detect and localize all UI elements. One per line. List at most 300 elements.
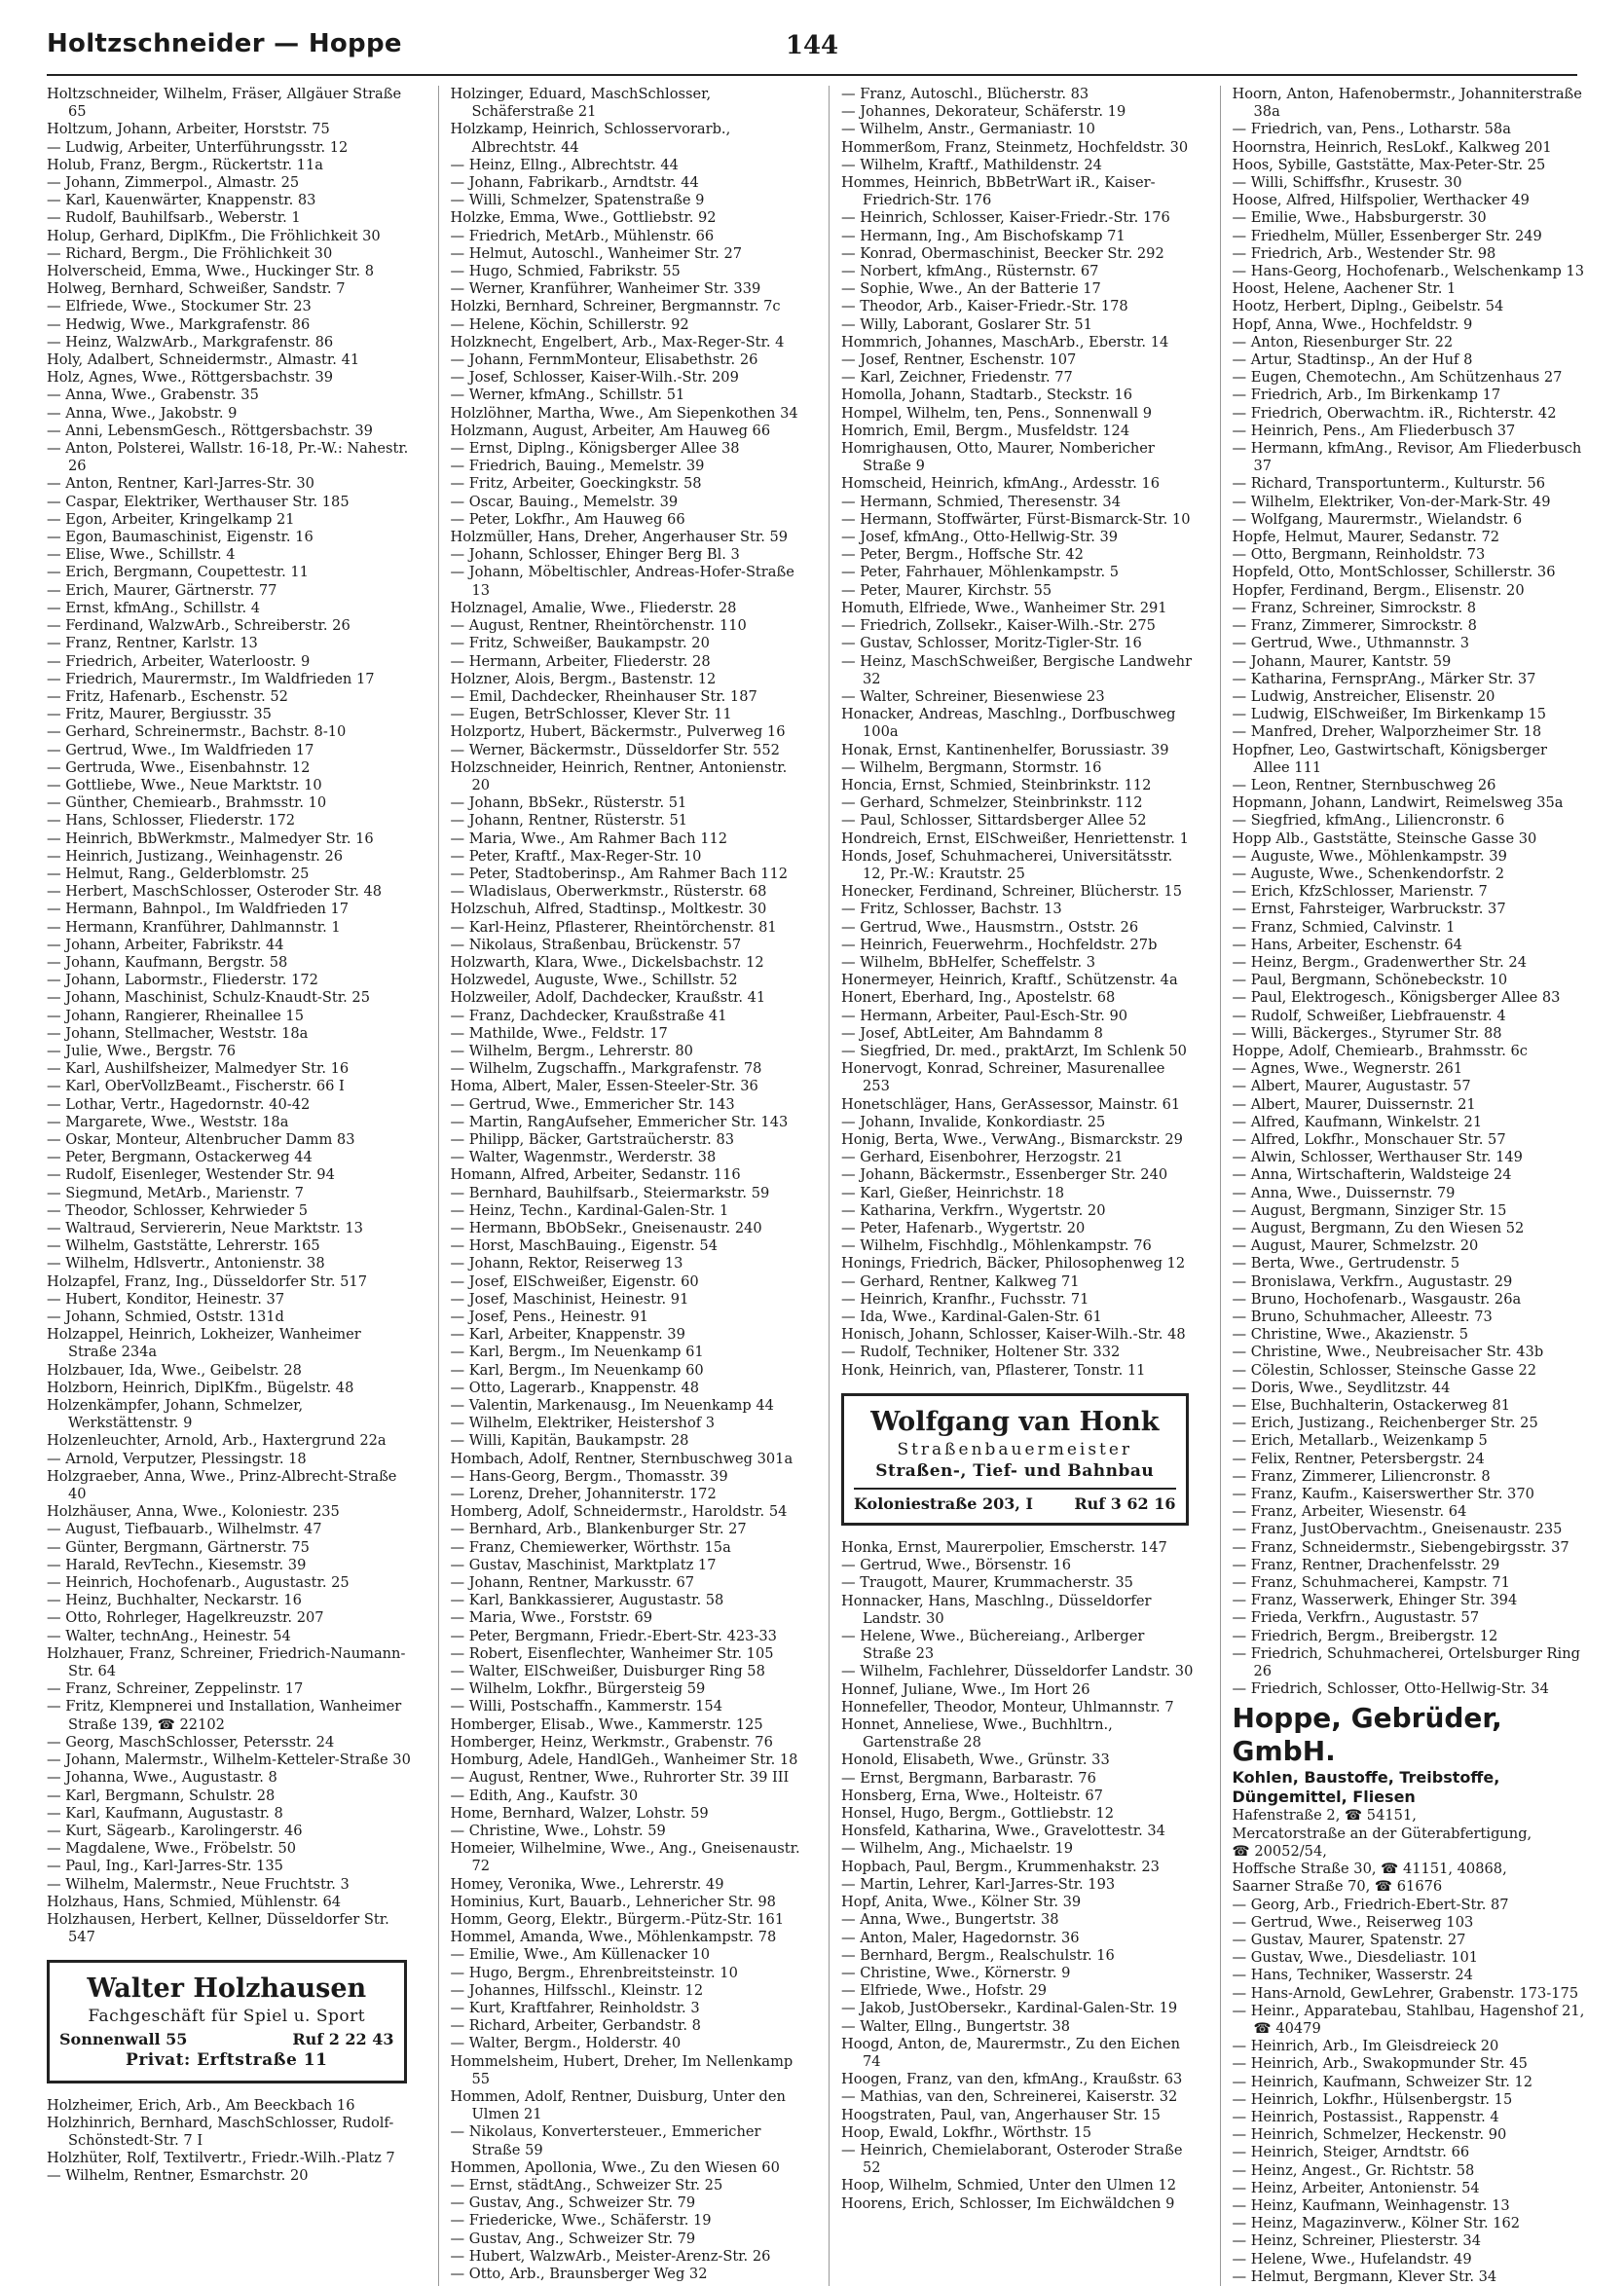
directory-entry: Honings, Friedrich, Bäcker, Philosophenweg 12 — [841, 1255, 1186, 1272]
directory-entry: — Werner, Kranführer, Wanheimer Str. 339 — [450, 280, 761, 298]
directory-entry: — Siegfried, Dr. med., praktArzt, Im Schlenk 50 — [841, 1042, 1187, 1059]
ad-private: Privat: Erftstraße 11 — [126, 2049, 328, 2070]
directory-entry: Mercatorstraße an der Güterabfertigung, — [1232, 1825, 1532, 1842]
directory-entry: Holzschuh, Alfred, Stadtinsp., Moltkestr. 30 — [450, 901, 767, 918]
directory-entry: — Friedericke, Wwe., Schäferstr. 19 — [450, 2212, 712, 2230]
directory-entry: Home, Bernhard, Walzer, Lohstr. 59 — [450, 1804, 709, 1822]
directory-entry: — Walter, technAng., Heinestr. 54 — [47, 1627, 291, 1644]
directory-entry: — Friedrich, Schuhmacherei, Ortelsburger Ring 26 — [1232, 1644, 1580, 1680]
directory-entry: Honk, Heinrich, van, Pflasterer, Tonstr. 11 — [841, 1361, 1146, 1379]
directory-entry: — Hans, Schlosser, Fliederstr. 172 — [47, 812, 296, 830]
directory-entry: — Peter, Stadtoberinsp., Am Rahmer Bach 112 — [450, 865, 789, 882]
directory-entry: Hopbach, Paul, Bergm., Krummenhakstr. 23 — [841, 1858, 1160, 1875]
directory-entry: Hommelsheim, Hubert, Dreher, Im Nellenkamp 55 — [450, 2052, 794, 2087]
running-head: Holtzschneider — Hoppe — [47, 29, 402, 58]
directory-entry: — Wolfgang, Maurermstr., Wielandstr. 6 — [1232, 510, 1523, 528]
directory-entry: — Berta, Wwe., Gertrudenstr. 5 — [1232, 1255, 1460, 1272]
directory-entry: Hommen, Apollonia, Wwe., Zu den Wiesen 60 — [450, 2158, 780, 2176]
directory-entry: — Elfriede, Wwe., Stockumer Str. 23 — [47, 298, 312, 315]
directory-entry: — Gustav, Wwe., Diesdeliastr. 101 — [1232, 1949, 1479, 1967]
directory-entry: Homa, Albert, Maler, Essen-Steeler-Str. 36 — [450, 1078, 758, 1095]
directory-entry: — Egon, Arbeiter, Kringelkamp 21 — [47, 510, 295, 528]
directory-entry: — Fritz, Schweißer, Baukampstr. 20 — [450, 635, 710, 652]
directory-entry: — Helmut, Rang., Gelderblomstr. 25 — [47, 865, 310, 882]
directory-entry: — Mathilde, Wwe., Feldstr. 17 — [450, 1024, 668, 1042]
directory-entry: — Heinrich, BbWerkmstr., Malmedyer Str. 16 — [47, 830, 374, 847]
directory-entry: — Josef, AbtLeiter, Am Bahndamm 8 — [841, 1024, 1103, 1042]
directory-entry: — Heinrich, Steiger, Arndtstr. 66 — [1232, 2144, 1470, 2161]
directory-entry: — Franz, Autoschl., Blücherstr. 83 — [841, 86, 1089, 102]
directory-entry: Holzhüter, Rolf, Textilvertr., Friedr.-Wilh.-Platz 7 — [47, 2150, 395, 2167]
directory-entry: Holzhinrich, Bernhard, MaschSchlosser, Rudolf-Schönstedt-Str. 7 I — [47, 2114, 394, 2149]
directory-entry: — Günther, Chemiearb., Brahmsstr. 10 — [47, 794, 327, 812]
directory-entry: — Franz, Kaufm., Kaiserswerther Str. 370 — [1232, 1486, 1534, 1503]
directory-entry: — Hermann, kfmAng., Revisor, Am Fliederbusch 37 — [1232, 440, 1582, 475]
directory-entry: — Christine, Wwe., Neubreisacher Str. 43b — [1232, 1344, 1544, 1361]
directory-entry: — Oscar, Bauing., Memelstr. 39 — [450, 493, 679, 510]
directory-entry: — Fritz, Arbeiter, Goeckingkstr. 58 — [450, 475, 702, 493]
directory-entry: — Wilhelm, Malermstr., Neue Fruchtstr. 3 — [47, 1875, 350, 1893]
directory-entry: — Gerhard, Eisenbohrer, Herzogstr. 21 — [841, 1149, 1124, 1166]
directory-entry: Hopmann, Johann, Landwirt, Reimelsweg 35a — [1232, 794, 1564, 812]
directory-entry: Honnef, Juliane, Wwe., Im Hort 26 — [841, 1680, 1090, 1698]
directory-entry: — Traugott, Maurer, Krummacherstr. 35 — [841, 1574, 1133, 1592]
directory-entry: — Theodor, Arb., Kaiser-Friedr.-Str. 178 — [841, 298, 1128, 315]
directory-entry: Holzhäuser, Anna, Wwe., Koloniestr. 235 — [47, 1503, 340, 1521]
directory-entry: — Wilhelm, BbHelfer, Scheffelstr. 3 — [841, 953, 1096, 971]
directory-entry: — Erich, KfzSchlosser, Marienstr. 7 — [1232, 883, 1488, 901]
directory-entry: — Hermann, Bahnpol., Im Waldfrieden 17 — [47, 901, 350, 918]
ad-subtitle: Fachgeschäft für Spiel u. Sport — [88, 2007, 366, 2027]
directory-entry: Honig, Berta, Wwe., VerwAng., Bismarckstr. 29 — [841, 1130, 1183, 1148]
directory-entry: Holzinger, Eduard, MaschSchlosser, Schäferstraße 21 — [450, 86, 712, 121]
directory-entry: — Georg, MaschSchlosser, Petersstr. 24 — [47, 1733, 335, 1751]
directory-entry: — Albert, Maurer, Augustastr. 57 — [1232, 1078, 1471, 1095]
directory-entry: — Martin, RangAufseher, Emmericher Str. 143 — [450, 1113, 789, 1130]
directory-entry: — Arnold, Verputzer, Plessingstr. 18 — [47, 1450, 307, 1467]
directory-entry: Homberger, Heinz, Werkmstr., Grabenstr. 76 — [450, 1733, 773, 1751]
directory-entry: — Friedrich, Maurermstr., Im Waldfrieden 17 — [47, 670, 375, 687]
directory-entry: — Josef, Maschinist, Heinestr. 91 — [450, 1290, 689, 1308]
directory-entry: — Helmut, Bergmann, Klever Str. 34 — [1232, 2268, 1497, 2285]
directory-entry: — Hermann, Arbeiter, Paul-Esch-Str. 90 — [841, 1007, 1128, 1024]
directory-entry: — Franz, JustObervachtm., Gneisenaustr. 235 — [1232, 1521, 1563, 1538]
firm-hoppe-gebrueder — [1233, 1702, 1586, 1896]
directory-entry: — Gertrud, Wwe., Reiserweg 103 — [1232, 1913, 1474, 1931]
directory-entry: — Magdalene, Wwe., Fröbelstr. 50 — [47, 1840, 297, 1858]
directory-entry: — Otto, Arb., Braunsberger Weg 32 — [450, 2265, 708, 2282]
directory-entry: — Wilhelm, Gaststätte, Lehrerstr. 165 — [47, 1237, 320, 1255]
entries-col2 — [451, 86, 804, 2283]
directory-entry: — Otto, Rohrleger, Hagelkreuzstr. 207 — [47, 1609, 324, 1627]
directory-entry: — Walter, Ellng., Bungertstr. 38 — [841, 2017, 1071, 2035]
directory-entry: — Wilhelm, Fachlehrer, Düsseldorfer Landstr. 30 — [841, 1663, 1194, 1680]
directory-entry: — Heinrich, Lokfhr., Hülsenbergstr. 15 — [1232, 2090, 1513, 2108]
directory-entry: — Johann, Möbeltischler, Andreas-Hofer-Straße 13 — [450, 564, 794, 599]
directory-entry: — Paul, Ing., Karl-Jarres-Str. 135 — [47, 1858, 283, 1875]
directory-entry: — Gustav, Schlosser, Moritz-Tigler-Str. 16 — [841, 635, 1142, 652]
directory-entry: — Jakob, JustObersekr., Kardinal-Galen-Str. 19 — [841, 2000, 1178, 2017]
directory-entry: Hommrich, Johannes, MaschArb., Eberstr. 14 — [841, 333, 1169, 350]
directory-entry: Honnacker, Hans, Maschlng., Düsseldorfer Landstr. 30 — [841, 1592, 1152, 1627]
directory-entry: — Wilhelm, Bergm., Lehrerstr. 80 — [450, 1042, 693, 1059]
directory-entry: Homrighausen, Otto, Maurer, Nombericher Straße 9 — [841, 440, 1155, 475]
directory-entry: — August, Tiefbauarb., Wilhelmstr. 47 — [47, 1521, 322, 1538]
directory-entry: — Karl, Aushilfsheizer, Malmedyer Str. 16 — [47, 1060, 350, 1078]
directory-entry: — Helmut, Autoschl., Wanheimer Str. 27 — [450, 244, 743, 262]
directory-entry: — Helene, Wwe., Büchereiang., Arlberger Straße 23 — [841, 1628, 1145, 1663]
directory-entry: — Walter, Wagenmstr., Werderstr. 38 — [450, 1149, 717, 1166]
firm-subtitle-2: Düngemittel, Fliesen — [1232, 1788, 1416, 1807]
directory-entry: Holzkamp, Heinrich, Schlosservorarb., Albrechtstr. 44 — [450, 121, 731, 156]
directory-entry: — Gertrud, Wwe., Hausmstrn., Oststr. 26 — [841, 918, 1139, 936]
directory-entry: — Hans, Arbeiter, Eschenstr. 64 — [1232, 936, 1462, 953]
directory-entry: — Willi, Schiffsfhr., Krusestr. 30 — [1232, 174, 1462, 192]
directory-entry: — Anna, Wirtschafterin, Waldsteige 24 — [1232, 1166, 1512, 1184]
directory-entry: — Heinrich, Hochofenarb., Augustastr. 25 — [47, 1574, 350, 1592]
directory-entry: — Ferdinand, WalzwArb., Schreiberstr. 26 — [47, 617, 351, 635]
directory-entry: — Georg, Arb., Friedrich-Ebert-Str. 87 — [1232, 1896, 1509, 1913]
directory-entry: Honert, Eberhard, Ing., Apostelstr. 68 — [841, 989, 1116, 1007]
directory-entry: — Erich, Justizang., Reichenberger Str. 25 — [1232, 1415, 1538, 1432]
directory-entry: — Friedrich, van, Pens., Lotharstr. 58a — [1232, 121, 1511, 138]
directory-entry: — Heinr., Apparatebau, Stahlbau, Hagenshof 21, ☎ 40479 — [1232, 2002, 1585, 2037]
directory-entry: — Josef, Rentner, Eschenstr. 107 — [841, 351, 1077, 369]
directory-entry: — Heinrich, Schlosser, Kaiser-Friedr.-Str. 176 — [841, 209, 1170, 227]
directory-entry: Hoppe, Adolf, Chemiearb., Brahmsstr. 6c — [1232, 1042, 1528, 1059]
directory-entry: — Franz, Chemiewerker, Wörthstr. 15a — [450, 1538, 731, 1556]
directory-entry: — Hermann, Kranführer, Dahlmannstr. 1 — [47, 918, 341, 936]
directory-entry: — Friedhelm, Müller, Essenberger Str. 249 — [1232, 227, 1542, 244]
directory-entry: — August, Rentner, Rheintörchenstr. 110 — [450, 617, 747, 635]
directory-entry: — Felix, Rentner, Petersbergstr. 24 — [1232, 1450, 1485, 1467]
directory-entry: — Heinz, Angest., Gr. Richtstr. 58 — [1232, 2161, 1475, 2179]
firm-lines — [1233, 1807, 1586, 1896]
directory-entry: — Josef, ElSchweißer, Eigenstr. 60 — [450, 1272, 699, 1290]
directory-entry: Honnet, Anneliese, Wwe., Buchhltrn., Gartenstraße 28 — [841, 1716, 1113, 1751]
directory-entry: — Karl, Kauenwärter, Knappenstr. 83 — [47, 192, 316, 209]
directory-entry: Holzenleuchter, Arnold, Arb., Haxtergrund 22a — [47, 1432, 387, 1450]
directory-entry: Hommen, Adolf, Rentner, Duisburg, Unter den Ulmen 21 — [450, 2087, 786, 2123]
directory-entry: — Elfriede, Wwe., Hofstr. 29 — [841, 1982, 1048, 2000]
directory-entry: — Erich, Metallarb., Weizenkamp 5 — [1232, 1432, 1488, 1450]
directory-entry: Saarner Straße 70, ☎ 61676 — [1232, 1878, 1443, 1896]
directory-entry: — Hermann, Stoffwärter, Fürst-Bismarck-Str. 10 — [841, 510, 1191, 528]
directory-entry: — Ernst, städtAng., Schweizer Str. 25 — [450, 2176, 723, 2194]
directory-entry: Hoogstraten, Paul, van, Angerhauser Str. 15 — [841, 2106, 1161, 2123]
ad-title: Wolfgang van Honk — [870, 1406, 1160, 1437]
directory-entry: — Wilhelm, Hdlsvertr., Antonienstr. 38 — [47, 1255, 325, 1272]
directory-entry: — Wilhelm, Lokfhr., Bürgersteig 59 — [450, 1680, 706, 1698]
directory-entry: — Karl, Bergm., Im Neuenkamp 60 — [450, 1361, 704, 1379]
directory-entry: — Hermann, BbObSekr., Gneisenaustr. 240 — [450, 1220, 762, 1236]
directory-entry: — Waltraud, Serviererin, Neue Marktstr. 13 — [47, 1220, 363, 1236]
directory-entry: — Franz, Schmied, Calvinstr. 1 — [1232, 918, 1456, 936]
directory-entry: — Peter, Bergm., Hoffsche Str. 42 — [841, 546, 1084, 564]
directory-entry: — Lothar, Vertr., Hagedornstr. 40-42 — [47, 1095, 311, 1113]
directory-entry: — Agnes, Wwe., Wegnerstr. 261 — [1232, 1060, 1463, 1078]
directory-entry: — Anton, Maler, Hagedornstr. 36 — [841, 1929, 1080, 1946]
directory-entry: — Otto, Bergmann, Reinholdstr. 73 — [1232, 546, 1486, 564]
directory-entry: Hoop, Wilhelm, Schmied, Unter den Ulmen 12 — [841, 2177, 1177, 2194]
directory-entry: — Hans-Arnold, GewLehrer, Grabenstr. 173-175 — [1232, 1984, 1579, 2002]
directory-entry: — Ernst, Diplng., Königsberger Allee 38 — [450, 440, 740, 458]
directory-entry: — Kurt, Kraftfahrer, Reinholdstr. 3 — [450, 1999, 700, 2016]
directory-entry: — Johann, Zimmerpol., Almastr. 25 — [47, 174, 300, 192]
directory-entry: Holz, Agnes, Wwe., Röttgersbachstr. 39 — [47, 369, 334, 387]
directory-entry: — Nikolaus, Straßenbau, Brückenstr. 57 — [450, 936, 742, 953]
directory-entry: Homey, Veronika, Wwe., Lehrerstr. 49 — [450, 1875, 724, 1893]
directory-entry: — Friedrich, MetArb., Mühlenstr. 66 — [450, 227, 715, 244]
directory-entry: — Alfred, Kaufmann, Winkelstr. 21 — [1232, 1113, 1483, 1130]
directory-entry: — Gustav, Maschinist, Marktplatz 17 — [450, 1556, 717, 1573]
entries-col1-after — [47, 2097, 413, 2186]
directory-entry: Hootz, Herbert, Diplng., Geibelstr. 54 — [1232, 298, 1504, 315]
directory-entry: — Friedrich, Bauing., Memelstr. 39 — [450, 458, 705, 475]
directory-entry: Hopf, Anita, Wwe., Kölner Str. 39 — [841, 1894, 1082, 1911]
directory-entry: Honisch, Johann, Schlosser, Kaiser-Wilh.-Str. 48 — [841, 1326, 1186, 1344]
directory-entry: — Martin, Lehrer, Karl-Jarres-Str. 193 — [841, 1875, 1116, 1893]
directory-entry: — Gerhard, Rentner, Kalkweg 71 — [841, 1272, 1080, 1290]
directory-entry: Holzappel, Heinrich, Lokheizer, Wanheimer Straße 234a — [47, 1326, 361, 1361]
ad-phone: Ruf 2 22 43 — [292, 2030, 394, 2049]
directory-entry: — Franz, Zimmerer, Liliencronstr. 8 — [1232, 1467, 1491, 1485]
directory-entry: Honsberg, Erna, Wwe., Holteistr. 67 — [841, 1787, 1103, 1804]
directory-entry: — Johann, FernmMonteur, Elisabethstr. 26 — [450, 351, 758, 369]
directory-entry: — Johann, Malermstr., Wilhelm-Ketteler-Straße 30 — [47, 1751, 411, 1769]
directory-entry: — Emil, Dachdecker, Rheinhauser Str. 187 — [450, 687, 757, 705]
directory-entry: — Heinrich, Kranfhr., Fuchsstr. 71 — [841, 1290, 1089, 1308]
directory-entry: — Helene, Köchin, Schillerstr. 92 — [450, 315, 689, 333]
directory-entry: Hoose, Alfred, Hilfspolier, Werthacker 49 — [1232, 192, 1530, 209]
directory-entry: — Erich, Bergmann, Coupettestr. 11 — [47, 564, 309, 581]
directory-entry: — Karl, Gießer, Heinrichstr. 18 — [841, 1184, 1064, 1201]
directory-columns — [47, 86, 1585, 2285]
directory-entry: — Johann, Schlosser, Ehinger Berg Bl. 3 — [450, 546, 740, 564]
header-rule — [47, 74, 1577, 76]
directory-entry: — Gerhard, Schreinermstr., Bachstr. 8-10 — [47, 723, 347, 741]
directory-entry: — Hugo, Bergm., Ehrenbreitsteinstr. 10 — [450, 1964, 738, 1981]
directory-entry: — Friedrich, Arb., Im Birkenkamp 17 — [1232, 387, 1501, 404]
directory-entry: — Willy, Laborant, Goslarer Str. 51 — [841, 315, 1092, 333]
directory-entry: — Walter, Schreiner, Biesenwiese 23 — [841, 687, 1105, 705]
directory-entry: — Ludwig, Arbeiter, Unterführungsstr. 12 — [47, 138, 349, 156]
directory-entry: — Oskar, Monteur, Altenbrucher Damm 83 — [47, 1130, 355, 1148]
directory-entry: Hoornstra, Heinrich, ResLokf., Kalkweg 201 — [1232, 138, 1552, 156]
directory-entry: — Eugen, Chemotechn., Am Schützenhaus 27 — [1232, 369, 1563, 387]
column-3 — [829, 86, 1195, 2286]
directory-entry: — Anna, Wwe., Jakobstr. 9 — [47, 404, 238, 422]
directory-entry: — Heinz, Schreiner, Pliesterstr. 34 — [1232, 2232, 1481, 2250]
firm-subtitle-1: Kohlen, Baustoffe, Treibstoffe, — [1232, 1768, 1500, 1788]
directory-entry: Homuth, Elfriede, Wwe., Wanheimer Str. 291 — [841, 599, 1167, 616]
entries-col3 — [841, 86, 1195, 1380]
directory-entry: Hoogd, Anton, de, Maurermstr., Zu den Eichen 74 — [841, 2035, 1181, 2070]
directory-entry: Hoorens, Erich, Schlosser, Im Eichwäldchen 9 — [841, 2194, 1175, 2212]
directory-entry: — Wladislaus, Oberwerkmstr., Rüsterstr. 68 — [450, 883, 767, 901]
directory-entry: Hondreich, Ernst, ElSchweißer, Henriettenstr. 1 — [841, 830, 1189, 847]
directory-entry: — Franz, Schreiner, Zeppelinstr. 17 — [47, 1680, 304, 1698]
directory-entry: — Franz, Rentner, Karlstr. 13 — [47, 635, 258, 652]
directory-entry: Honecker, Ferdinand, Schreiner, Blücherstr. 15 — [841, 883, 1183, 901]
directory-entry: Holtzum, Johann, Arbeiter, Horststr. 75 — [47, 121, 330, 138]
directory-entry: — Franz, Zimmerer, Simrockstr. 8 — [1232, 617, 1477, 635]
directory-entry: — Heinz, Kaufmann, Weinhagenstr. 13 — [1232, 2196, 1510, 2214]
directory-entry: — Otto, Lagerarb., Knappenstr. 48 — [450, 1379, 700, 1396]
directory-entry: — August, Bergmann, Sinziger Str. 15 — [1232, 1201, 1507, 1219]
directory-entry: Hoop, Ewald, Lokfhr., Wörthstr. 15 — [841, 2123, 1092, 2141]
directory-entry: — Heinrich, Kaufmann, Schweizer Str. 12 — [1232, 2073, 1533, 2090]
directory-entry: Honold, Elisabeth, Wwe., Grünstr. 33 — [841, 1751, 1110, 1769]
directory-entry: — Karl, Kaufmann, Augustastr. 8 — [47, 1804, 283, 1822]
directory-entry: — Anna, Wwe., Duissernstr. 79 — [1232, 1184, 1456, 1201]
directory-entry: — Günter, Bergmann, Gärtnerstr. 75 — [47, 1538, 310, 1556]
directory-entry: — Willi, Schmelzer, Spatenstraße 9 — [450, 192, 705, 209]
directory-entry: — Heinrich, Feuerwehrm., Hochfeldstr. 27b — [841, 936, 1158, 953]
ad-address: Koloniestraße 203, I — [854, 1493, 1033, 1513]
directory-entry: — Christine, Wwe., Akazienstr. 5 — [1232, 1326, 1469, 1344]
directory-entry: — Rudolf, Eisenleger, Westender Str. 94 — [47, 1166, 335, 1184]
directory-entry: — Robert, Eisenflechter, Wanheimer Str. 105 — [450, 1644, 774, 1662]
directory-entry: — Werner, kfmAng., Schillstr. 51 — [450, 387, 685, 404]
page-number: 144 — [785, 31, 839, 60]
directory-entry: — Heinrich, Arb., Swakopmunder Str. 45 — [1232, 2055, 1528, 2073]
directory-entry: Holzheimer, Erich, Arb., Am Beeckbach 16 — [47, 2096, 355, 2114]
directory-entry: — Sophie, Wwe., An der Batterie 17 — [841, 280, 1101, 298]
directory-entry: Homm, Georg, Elektr., Bürgerm.-Pütz-Str. 161 — [450, 1910, 785, 1928]
directory-entry: — Leon, Rentner, Sternbuschweg 26 — [1232, 776, 1496, 793]
directory-entry: — Helene, Wwe., Hufelandstr. 49 — [1232, 2250, 1472, 2268]
directory-entry: — Karl, Zeichner, Friedenstr. 77 — [841, 369, 1073, 387]
directory-entry: — Hermann, Schmied, Theresenstr. 34 — [841, 493, 1122, 510]
directory-entry: Hoogen, Franz, van den, kfmAng., Kraußstr. 63 — [841, 2071, 1183, 2088]
directory-entry: Hoffsche Straße 30, ☎ 41151, 40868, — [1232, 1861, 1507, 1878]
directory-entry: — Anton, Riesenburger Str. 22 — [1232, 333, 1454, 350]
directory-entry: — Bruno, Hochofenarb., Wasgaustr. 26a — [1232, 1290, 1522, 1308]
directory-entry: — Emilie, Wwe., Am Küllenacker 10 — [450, 1946, 711, 1964]
directory-entry: — Johann, Maschinist, Schulz-Knaudt-Str. 25 — [47, 989, 370, 1007]
directory-entry: — Johann, Stellmacher, Weststr. 18a — [47, 1024, 309, 1042]
directory-entry: — Auguste, Wwe., Schenkendorfstr. 2 — [1232, 865, 1505, 882]
directory-entry: Holzmüller, Hans, Dreher, Angerhauser Str. 59 — [450, 529, 789, 546]
directory-entry: — Heinrich, Schmelzer, Heckenstr. 90 — [1232, 2126, 1507, 2144]
directory-entry: — August, Maurer, Schmelzstr. 20 — [1232, 1237, 1479, 1255]
directory-entry: — Gertrud, Wwe., Emmericher Str. 143 — [450, 1095, 735, 1113]
directory-entry: — Franz, Dachdecker, Kraußstraße 41 — [450, 1007, 727, 1024]
directory-entry: — August, Rentner, Wwe., Ruhrorter Str. 39 III — [450, 1769, 790, 1787]
directory-entry: — Franz, Wasserwerk, Ehinger Str. 394 — [1232, 1592, 1518, 1609]
directory-entry: Hombach, Adolf, Rentner, Sternbuschweg 301a — [450, 1450, 794, 1467]
directory-entry: — Karl, OberVollzBeamt., Fischerstr. 66 I — [47, 1078, 345, 1095]
directory-entry: — Norbert, kfmAng., Rüsternstr. 67 — [841, 263, 1099, 280]
directory-entry: Hommel, Amanda, Wwe., Möhlenkampstr. 78 — [450, 1929, 777, 1946]
directory-entry: — Artur, Stadtinsp., An der Huf 8 — [1232, 351, 1473, 369]
directory-entry: — Friedrich, Bergm., Breibergstr. 12 — [1232, 1627, 1498, 1644]
directory-entry: — Hermann, Arbeiter, Fliederstr. 28 — [450, 652, 711, 670]
directory-entry: — Paul, Schlosser, Sittardsberger Allee 52 — [841, 812, 1147, 830]
directory-entry: Hommerßom, Franz, Steinmetz, Hochfeldstr. 30 — [841, 138, 1189, 156]
directory-entry: Holzweiler, Adolf, Dachdecker, Kraußstr. 41 — [450, 989, 766, 1007]
directory-entry: — Heinrich, Justizang., Weinhagenstr. 26 — [47, 847, 344, 865]
ad-address-row — [59, 2031, 394, 2048]
column-1 — [47, 86, 413, 2286]
directory-entry: — Heinrich, Postassist., Rappenstr. 4 — [1232, 2108, 1499, 2125]
directory-entry: Hopfe, Helmut, Maurer, Sedanstr. 72 — [1232, 529, 1500, 546]
directory-entry: — Philipp, Bäcker, Gartstraücherstr. 83 — [450, 1130, 735, 1148]
directory-entry: Homeier, Wilhelmine, Wwe., Ang., Gneisenaustr. 72 — [450, 1840, 800, 1875]
ad-subtitle: Straßenbauermeister — [897, 1439, 1133, 1459]
directory-entry: — Siegfried, kfmAng., Liliencronstr. 6 — [1232, 812, 1505, 830]
directory-entry: — Bernhard, Bergm., Realschulstr. 16 — [841, 1946, 1115, 1964]
directory-entry: — Katharina, Verkfrn., Wygertstr. 20 — [841, 1201, 1106, 1219]
directory-entry: Homburg, Adele, HandlGeh., Wanheimer Str. 18 — [450, 1751, 798, 1769]
directory-entry: — Egon, Baumaschinist, Eigenstr. 16 — [47, 529, 314, 546]
directory-entry: — Wilhelm, Fischhdlg., Möhlenkampstr. 76 — [841, 1237, 1152, 1255]
directory-entry: — Anna, Wwe., Grabenstr. 35 — [47, 387, 259, 404]
directory-entry: Homberger, Elisab., Wwe., Kammerstr. 125 — [450, 1715, 763, 1733]
directory-entry: — August, Bergmann, Zu den Wiesen 52 — [1232, 1220, 1525, 1236]
directory-entry: — Cölestin, Schlosser, Steinsche Gasse 22 — [1232, 1361, 1537, 1379]
directory-entry: — Friedrich, Zollsekr., Kaiser-Wilh.-Str. 275 — [841, 617, 1156, 635]
directory-entry: — Emilie, Wwe., Habsburgerstr. 30 — [1232, 209, 1487, 227]
directory-entry: — Josef, Schlosser, Kaiser-Wilh.-Str. 209 — [450, 369, 739, 387]
directory-entry: Holzschneider, Heinrich, Rentner, Antonienstr. 20 — [450, 758, 788, 793]
directory-entry: — Hugo, Schmied, Fabrikstr. 55 — [450, 263, 681, 280]
directory-entry: — Wilhelm, Rentner, Esmarchstr. 20 — [47, 2167, 309, 2185]
directory-entry: Hoost, Helene, Aachener Str. 1 — [1232, 280, 1457, 298]
directory-entry: — Eugen, BetrSchlosser, Klever Str. 11 — [450, 706, 732, 723]
directory-entry: — Hans-Georg, Bergm., Thomasstr. 39 — [450, 1467, 728, 1485]
directory-entry: — Franz, Schneidermstr., Siebengebirgsstr. 37 — [1232, 1538, 1569, 1556]
directory-entry: Hafenstraße 2, ☎ 54151, — [1232, 1807, 1417, 1825]
directory-entry: — Josef, kfmAng., Otto-Hellwig-Str. 39 — [841, 529, 1119, 546]
directory-entry: — Nikolaus, Konvertersteuer., Emmericher Straße 59 — [450, 2123, 761, 2158]
directory-entry: — Ludwig, ElSchweißer, Im Birkenkamp 15 — [1232, 706, 1547, 723]
directory-entry: — Julie, Wwe., Bergstr. 76 — [47, 1042, 237, 1059]
directory-entry: — Fritz, Hafenarb., Eschenstr. 52 — [47, 687, 288, 705]
directory-entry: — Peter, Lokfhr., Am Hauweg 66 — [450, 510, 685, 528]
directory-entry: — Lorenz, Dreher, Johanniterstr. 172 — [450, 1486, 717, 1503]
directory-entry: — Friedrich, Arbeiter, Waterloostr. 9 — [47, 652, 311, 670]
directory-entry: — Herbert, MaschSchlosser, Osteroder Str. 48 — [47, 883, 383, 901]
ad-services: Straßen-, Tief- und Bahnbau — [875, 1460, 1155, 1481]
directory-entry: — Ludwig, Anstreicher, Elisenstr. 20 — [1232, 687, 1495, 705]
directory-entry: — Rudolf, Techniker, Holtener Str. 332 — [841, 1344, 1121, 1361]
directory-entry: Holzmann, August, Arbeiter, Am Hauweg 66 — [450, 422, 771, 439]
directory-entry: Holup, Gerhard, DiplKfm., Die Fröhlichkeit 30 — [47, 227, 381, 244]
directory-entry: — Heinz, Buchhalter, Neckarstr. 16 — [47, 1592, 302, 1609]
directory-entry: — Siegmund, MetArb., Marienstr. 7 — [47, 1184, 304, 1201]
directory-entry: Holzlöhner, Martha, Wwe., Am Siepenkothen 34 — [450, 404, 798, 422]
directory-entry: — Bruno, Schuhmacher, Alleestr. 73 — [1232, 1309, 1493, 1326]
directory-entry: — Walter, Bergm., Holderstr. 40 — [450, 2035, 682, 2052]
directory-entry: — Johann, Arbeiter, Fabrikstr. 44 — [47, 936, 284, 953]
directory-entry: Holzke, Emma, Wwe., Gottliebstr. 92 — [450, 209, 717, 227]
directory-entry: — Wilhelm, Zugschaffn., Markgrafenstr. 78 — [450, 1060, 762, 1078]
directory-entry: Holznagel, Amalie, Wwe., Fliederstr. 28 — [450, 599, 737, 616]
directory-entry: Holzwedel, Auguste, Wwe., Schillstr. 52 — [450, 972, 738, 989]
directory-entry: — Else, Buchhalterin, Ostackerweg 81 — [1232, 1397, 1511, 1415]
directory-entry: Honsel, Hugo, Bergm., Gottliebstr. 12 — [841, 1805, 1115, 1823]
directory-entry: — Hermann, Ing., Am Bischofskamp 71 — [841, 227, 1126, 244]
directory-entry: — Johann, Rentner, Markusstr. 67 — [450, 1574, 695, 1592]
directory-entry: — Gottliebe, Wwe., Neue Marktstr. 10 — [47, 776, 322, 793]
directory-entry: — Johann, Schmied, Oststr. 131d — [47, 1309, 284, 1326]
entries-col4 — [1233, 86, 1586, 1698]
directory-entry: Hompel, Wilhelm, ten, Pens., Sonnenwall 9 — [841, 404, 1153, 422]
directory-entry: Homrich, Emil, Bergm., Musfeldstr. 124 — [841, 422, 1130, 439]
directory-entry: — Doris, Wwe., Seydlitzstr. 44 — [1232, 1379, 1451, 1396]
